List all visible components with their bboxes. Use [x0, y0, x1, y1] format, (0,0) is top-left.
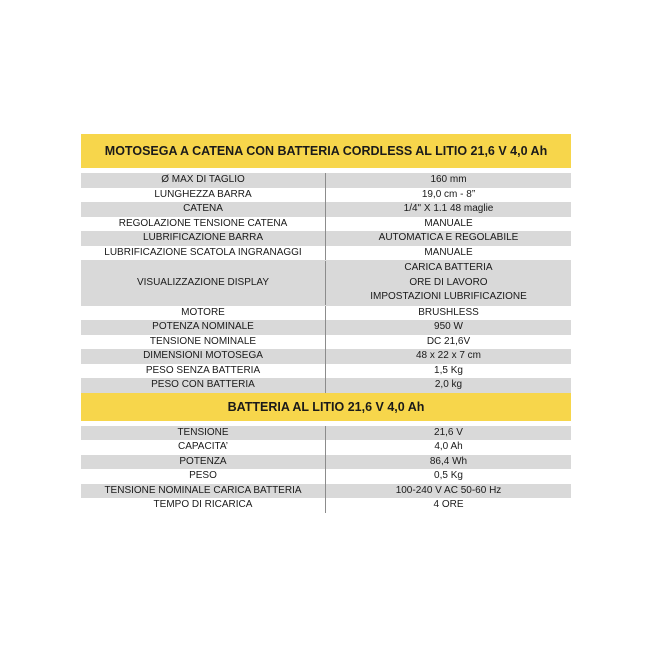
spec-value: 4 ORE: [433, 499, 464, 510]
spec-value: 1,5 Kg: [434, 364, 463, 376]
spec-row: [81, 217, 571, 232]
spec-row: [81, 188, 571, 203]
spec-row: [81, 349, 571, 364]
spec-value: ORE DI LAVORO: [409, 276, 488, 288]
spec-label: MOTORE: [81, 306, 326, 321]
spec-label: POTENZA NOMINALE: [81, 320, 326, 335]
spec-row: [81, 231, 571, 246]
spec-value-list: [326, 261, 571, 305]
spec-value: IMPOSTAZIONI LUBRIFICAZIONE: [370, 291, 527, 302]
section-title-chainsaw: MOTOSEGA A CATENA CON BATTERIA CORDLESS AL LITIO 21,6 V 4,0 Ah: [81, 134, 571, 168]
spec-value: MANUALE: [424, 217, 473, 229]
spec-label: VISUALIZZAZIONE DISPLAY: [81, 261, 326, 305]
section-title-battery: BATTERIA AL LITIO 21,6 V 4,0 Ah: [81, 393, 571, 421]
spec-label: TENSIONE: [81, 426, 326, 441]
spec-row: [81, 306, 571, 321]
spec-row: [81, 484, 571, 499]
spec-label: Ø MAX DI TAGLIO: [81, 173, 326, 188]
spec-row: [81, 335, 571, 350]
spec-value: 950 W: [434, 321, 463, 332]
spec-value: 100-240 V AC 50-60 Hz: [395, 484, 502, 496]
spec-label: PESO: [81, 469, 326, 484]
spec-value: MANUALE: [424, 246, 473, 258]
spec-label: LUNGHEZZA BARRA: [81, 188, 326, 203]
spec-value: CARICA BATTERIA: [404, 262, 493, 273]
spec-row: [81, 498, 571, 513]
spec-label: PESO CON BATTERIA: [81, 378, 326, 393]
spec-row-multiline: [81, 260, 571, 306]
spec-row: [81, 469, 571, 484]
spec-value: BRUSHLESS: [418, 306, 479, 318]
spec-row: [81, 426, 571, 441]
spec-label: TENSIONE NOMINALE CARICA BATTERIA: [81, 484, 326, 499]
spec-value: 0,5 Kg: [434, 470, 463, 481]
spec-label: TENSIONE NOMINALE: [81, 335, 326, 350]
spec-value: 86,4 Wh: [429, 455, 468, 467]
spec-sheet: [81, 134, 571, 513]
spec-value: 21,6 V: [434, 426, 463, 438]
spec-value: DC 21,6V: [426, 335, 471, 347]
spec-label: CAPACITA’: [81, 440, 326, 455]
spec-label: CATENA: [81, 202, 326, 217]
spec-label: LUBRIFICAZIONE SCATOLA INGRANAGGI: [81, 246, 326, 261]
spec-label: TEMPO DI RICARICA: [81, 498, 326, 513]
spec-row: [81, 173, 571, 188]
spec-label: PESO SENZA BATTERIA: [81, 364, 326, 379]
spec-value: 2,0 kg: [434, 379, 463, 390]
spec-row: [81, 246, 571, 261]
spec-value: 4,0 Ah: [434, 441, 463, 452]
spec-row: [81, 202, 571, 217]
spec-label: POTENZA: [81, 455, 326, 470]
spec-value: 48 x 22 x 7 cm: [415, 350, 482, 361]
spec-value: 160 mm: [430, 174, 467, 185]
spec-value: 19,0 cm - 8”: [421, 188, 476, 200]
spec-row: [81, 320, 571, 335]
spec-row: [81, 455, 571, 470]
spec-value: 1/4" X 1.1 48 maglie: [403, 203, 494, 214]
spec-label: REGOLAZIONE TENSIONE CATENA: [81, 217, 326, 232]
spec-value: AUTOMATICA E REGOLABILE: [378, 232, 519, 243]
spec-row: [81, 364, 571, 379]
spec-label: DIMENSIONI MOTOSEGA: [81, 349, 326, 364]
spec-row: [81, 378, 571, 393]
spec-label: LUBRIFICAZIONE BARRA: [81, 231, 326, 246]
spec-row: [81, 440, 571, 455]
